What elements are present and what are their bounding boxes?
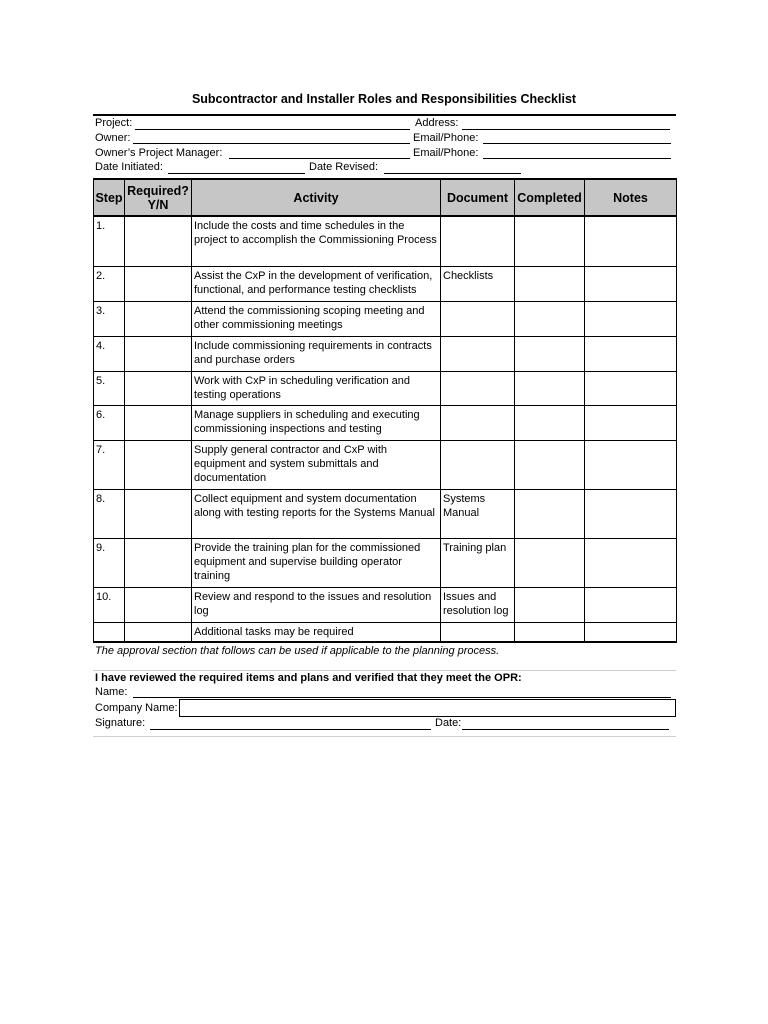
- email-phone-label-2: Email/Phone:: [413, 147, 479, 159]
- document-cell: [441, 336, 515, 371]
- address-field[interactable]: [462, 129, 670, 130]
- email-phone-label-1: Email/Phone:: [413, 132, 479, 144]
- document-cell: [441, 440, 515, 489]
- header-top-rule: [93, 114, 676, 116]
- signature-label: Signature:: [95, 717, 146, 729]
- completed-cell[interactable]: [515, 301, 585, 336]
- table-row: [94, 371, 677, 405]
- company-name-field[interactable]: [179, 699, 676, 717]
- notes-cell[interactable]: [585, 622, 677, 642]
- approval-statement: I have reviewed the required items and plans and verified that they meet the OPR:: [95, 672, 522, 684]
- col-header-step: Step: [94, 179, 125, 216]
- required-cell[interactable]: [125, 587, 192, 622]
- table-row: [94, 405, 677, 440]
- email-phone-field-2[interactable]: [483, 158, 671, 159]
- notes-cell[interactable]: [585, 587, 677, 622]
- approval-divider-bottom: [93, 736, 676, 737]
- completed-cell[interactable]: [515, 405, 585, 440]
- document-cell: [441, 301, 515, 336]
- col-header-document: Document: [441, 179, 515, 216]
- activity-cell: Supply general contractor and CxP with equipment and system submittals and documentation: [192, 440, 441, 489]
- date-revised-field[interactable]: [384, 173, 521, 174]
- step-cell: 9.: [94, 538, 125, 587]
- notes-cell[interactable]: [585, 301, 677, 336]
- address-label: Address:: [415, 117, 459, 129]
- required-cell[interactable]: [125, 440, 192, 489]
- table-row: [94, 587, 677, 622]
- required-cell[interactable]: [125, 336, 192, 371]
- activity-cell: Additional tasks may be required: [192, 622, 441, 642]
- responsibilities-table: [93, 178, 677, 643]
- document-cell: [441, 405, 515, 440]
- required-cell[interactable]: [125, 301, 192, 336]
- completed-cell[interactable]: [515, 216, 585, 266]
- date-revised-label: Date Revised:: [309, 161, 379, 173]
- notes-cell[interactable]: [585, 440, 677, 489]
- col-header-completed: Completed: [515, 179, 585, 216]
- completed-cell[interactable]: [515, 266, 585, 301]
- signature-field[interactable]: [150, 729, 431, 730]
- table-row: [94, 336, 677, 371]
- notes-cell[interactable]: [585, 336, 677, 371]
- col-header-activity: Activity: [192, 179, 441, 216]
- activity-cell: Include commissioning requirements in contracts and purchase orders: [192, 336, 441, 371]
- col-header-notes: Notes: [585, 179, 677, 216]
- project-label: Project:: [95, 117, 133, 129]
- required-cell[interactable]: [125, 216, 192, 266]
- step-cell: 6.: [94, 405, 125, 440]
- notes-cell[interactable]: [585, 538, 677, 587]
- required-cell[interactable]: [125, 266, 192, 301]
- step-cell: [94, 622, 125, 642]
- table-row: [94, 538, 677, 587]
- completed-cell[interactable]: [515, 440, 585, 489]
- owner-field[interactable]: [133, 143, 410, 144]
- table-row: [94, 440, 677, 489]
- activity-cell: Manage suppliers in scheduling and executing commissioning inspections and testing: [192, 405, 441, 440]
- date-label: Date:: [435, 717, 462, 729]
- step-cell: 4.: [94, 336, 125, 371]
- activity-cell: Include the costs and time schedules in the project to accomplish the Commissioning Process: [192, 216, 441, 266]
- notes-cell[interactable]: [585, 266, 677, 301]
- owners-pm-field[interactable]: [229, 158, 410, 159]
- completed-cell[interactable]: [515, 538, 585, 587]
- step-cell: 2.: [94, 266, 125, 301]
- date-field[interactable]: [462, 729, 669, 730]
- table-row: [94, 622, 677, 642]
- step-cell: 3.: [94, 301, 125, 336]
- step-cell: 5.: [94, 371, 125, 405]
- step-cell: 7.: [94, 440, 125, 489]
- date-initiated-field[interactable]: [168, 173, 305, 174]
- table-row: [94, 266, 677, 301]
- name-label: Name:: [95, 686, 128, 698]
- required-cell[interactable]: [125, 489, 192, 538]
- notes-cell[interactable]: [585, 371, 677, 405]
- step-cell: 10.: [94, 587, 125, 622]
- project-field[interactable]: [135, 129, 410, 130]
- email-phone-field-1[interactable]: [483, 143, 671, 144]
- activity-cell: Collect equipment and system documentation along with testing reports for the Systems Manual: [192, 489, 441, 538]
- required-cell[interactable]: [125, 405, 192, 440]
- notes-cell[interactable]: [585, 489, 677, 538]
- document-cell: Issues and resolution log: [441, 587, 515, 622]
- completed-cell[interactable]: [515, 336, 585, 371]
- activity-cell: Review and respond to the issues and resolution log: [192, 587, 441, 622]
- document-cell: Training plan: [441, 538, 515, 587]
- document-cell: [441, 371, 515, 405]
- completed-cell[interactable]: [515, 371, 585, 405]
- activity-cell: Provide the training plan for the commissioned equipment and supervise building operator training: [192, 538, 441, 587]
- table-header-row: [94, 179, 677, 216]
- required-cell[interactable]: [125, 371, 192, 405]
- document-cell: [441, 216, 515, 266]
- col-header-required: Required? Y/N: [125, 179, 192, 216]
- step-cell: 8.: [94, 489, 125, 538]
- completed-cell[interactable]: [515, 587, 585, 622]
- approval-note: The approval section that follows can be used if applicable to the planning process.: [95, 645, 500, 657]
- date-initiated-label: Date Initiated:: [95, 161, 163, 173]
- notes-cell[interactable]: [585, 216, 677, 266]
- required-cell[interactable]: [125, 538, 192, 587]
- document-title: Subcontractor and Installer Roles and Responsibilities Checklist: [191, 92, 577, 106]
- table-row: [94, 301, 677, 336]
- table-row: [94, 216, 677, 266]
- approval-divider-top: [93, 670, 676, 671]
- document-cell: [441, 622, 515, 642]
- notes-cell[interactable]: [585, 405, 677, 440]
- owners-pm-label: Owner’s Project Manager:: [95, 147, 223, 159]
- completed-cell[interactable]: [515, 622, 585, 642]
- owner-label: Owner:: [95, 132, 131, 144]
- activity-cell: Assist the CxP in the development of verification, functional, and performance testing checklists: [192, 266, 441, 301]
- document-cell: Checklists: [441, 266, 515, 301]
- company-name-label: Company Name:: [95, 702, 178, 714]
- required-cell[interactable]: [125, 622, 192, 642]
- activity-cell: Attend the commissioning scoping meeting and other commissioning meetings: [192, 301, 441, 336]
- table-row: [94, 489, 677, 538]
- completed-cell[interactable]: [515, 489, 585, 538]
- activity-cell: Work with CxP in scheduling verification and testing operations: [192, 371, 441, 405]
- name-field[interactable]: [133, 697, 671, 698]
- step-cell: 1.: [94, 216, 125, 266]
- document-cell: Systems Manual: [441, 489, 515, 538]
